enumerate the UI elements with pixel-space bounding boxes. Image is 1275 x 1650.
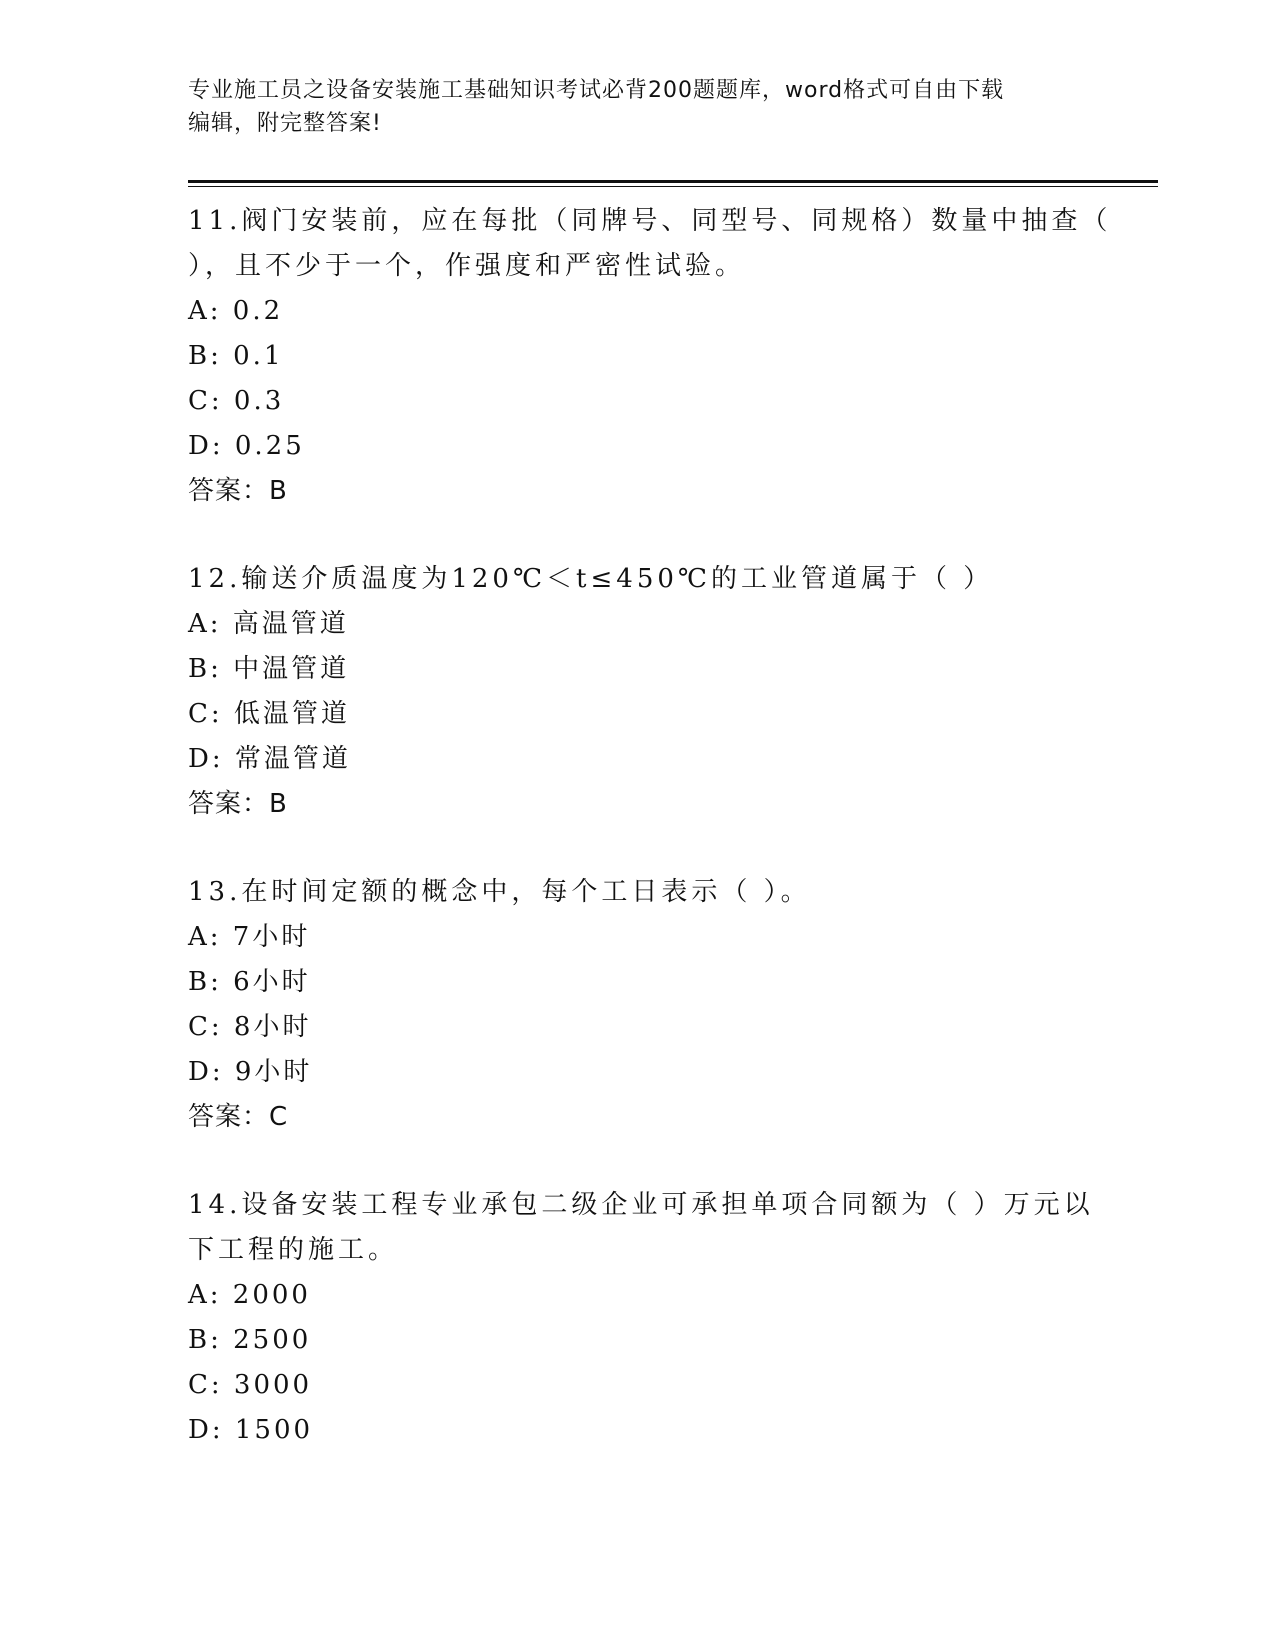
answer-line: 答案：B [188, 789, 288, 819]
option-a: A: 0.2 [188, 296, 284, 326]
option-a: A: 7小时 [188, 922, 311, 952]
question-stem: 14.设备安装工程专业承包二级企业可承担单项合同额为（ ）万元以 [188, 1190, 1094, 1220]
option-b: B: 6小时 [188, 967, 311, 997]
question-13 [188, 870, 1158, 1140]
option-a: A: 高温管道 [188, 609, 349, 639]
question-list [188, 199, 1158, 1453]
document-header [188, 74, 1158, 140]
header-line-2: 编辑，附完整答案! [188, 111, 382, 136]
question-stem: 12.输送介质温度为120℃＜t≤450℃的工业管道属于（ ） [188, 564, 994, 594]
header-line-1: 专业施工员之设备安装施工基础知识考试必背200题题库，word格式可自由下载 [188, 78, 1005, 103]
option-c: C: 0.3 [188, 386, 285, 416]
option-a: A: 2000 [188, 1280, 311, 1310]
document-page [188, 74, 1158, 1496]
option-b: B: 2500 [188, 1325, 312, 1355]
option-d: D: 0.25 [188, 431, 305, 461]
question-14 [188, 1183, 1158, 1453]
question-12 [188, 557, 1158, 827]
option-c: C: 3000 [188, 1370, 313, 1400]
option-b: B: 0.1 [188, 341, 284, 371]
option-c: C: 低温管道 [188, 699, 350, 729]
answer-line: 答案：B [188, 476, 288, 506]
option-d: D: 9小时 [188, 1057, 313, 1087]
question-stem: 下工程的施工。 [188, 1235, 399, 1265]
header-rule-thin [188, 186, 1158, 187]
option-b: B: 中温管道 [188, 654, 350, 684]
answer-line: 答案：C [188, 1102, 289, 1132]
question-stem: 11.阀门安装前，应在每批（同牌号、同型号、同规格）数量中抽查（ [188, 206, 1112, 236]
question-stem: 13.在时间定额的概念中，每个工日表示（ ）。 [188, 877, 811, 907]
option-d: D: 常温管道 [188, 744, 351, 774]
header-rule-thick [188, 180, 1158, 183]
question-11 [188, 199, 1158, 514]
option-d: D: 1500 [188, 1415, 314, 1445]
option-c: C: 8小时 [188, 1012, 312, 1042]
question-stem: ），且不少于一个，作强度和严密性试验。 [188, 251, 746, 281]
